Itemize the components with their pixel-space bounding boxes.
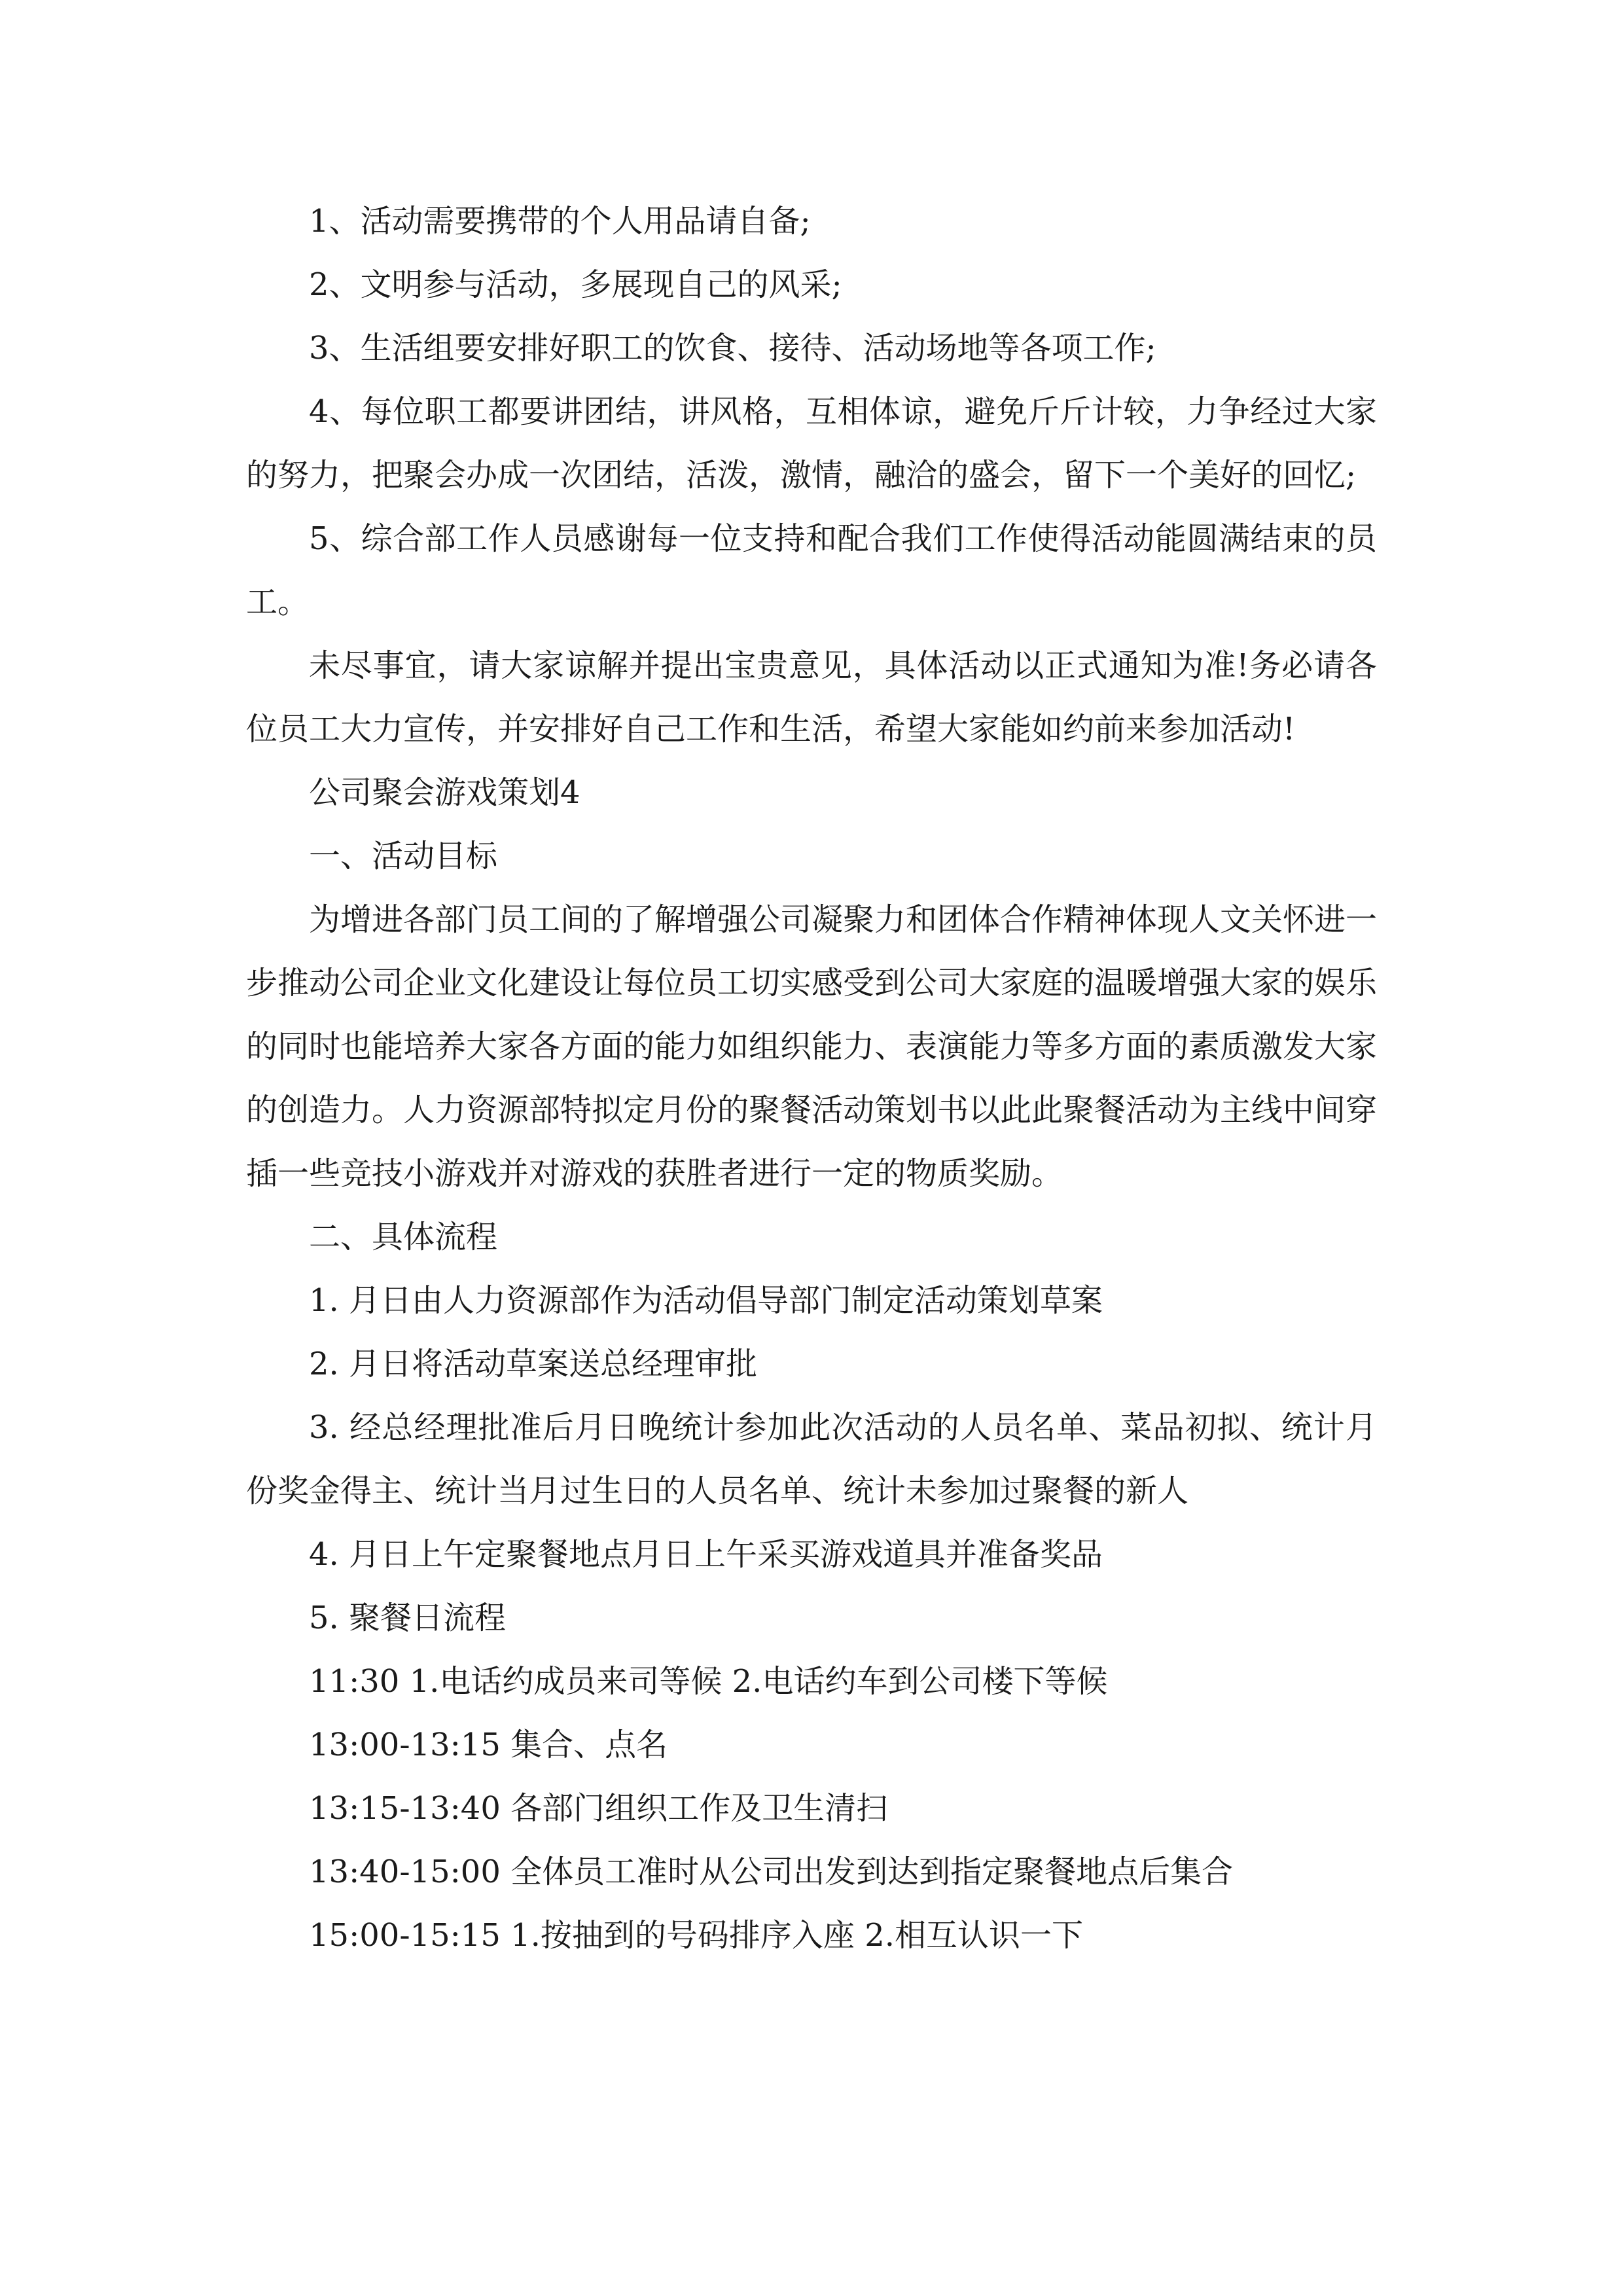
closing-note: 未尽事宜，请大家谅解并提出宝贵意见，具体活动以正式通知为准!务必请各位员工大力宣传，并安排好自己工作和生活，希望大家能如约前来参加活动! xyxy=(246,647,1377,747)
schedule-1300: 13:00-13:15 集合、点名 xyxy=(309,1727,668,1763)
schedule-1500: 15:00-15:15 1.按抽到的号码排序入座 2.相互认识一下 xyxy=(309,1917,1083,1954)
process-step-2: 2. 月日将活动草案送总经理审批 xyxy=(309,1346,758,1382)
section-title: 公司聚会游戏策划4 xyxy=(309,774,580,811)
process-step-4: 4. 月日上午定聚餐地点月日上午采买游戏道具并准备奖品 xyxy=(309,1536,1103,1573)
goal-paragraph: 为增进各部门员工间的了解增强公司凝聚力和团体合作精神体现人文关怀进一步推动公司企业文化建设让每位员工切实感受到公司大家庭的温暖增强大家的娱乐的同时也能培养大家各方面的能力如组织能力、表演能力等多方面的素质激发大家的创造力。人力资源部特拟定月份的聚餐活动策划书以此此聚餐活动为主线中间穿插一些竞技小游戏并对游戏的获胜者进行一定的物质奖励。 xyxy=(246,901,1378,1192)
item-unity: 4、每位职工都要讲团结，讲风格，互相体谅，避免斤斤计较，力争经过大家的努力，把聚会办成一次团结，活泼，激情，融洽的盛会，留下一个美好的回忆; xyxy=(246,393,1377,493)
heading-goal: 一、活动目标 xyxy=(309,838,498,874)
document-body xyxy=(246,190,1377,1967)
schedule-1315: 13:15-13:40 各部门组织工作及卫生清扫 xyxy=(309,1790,888,1827)
schedule-1130: 11:30 1.电话约成员来司等候 2.电话约车到公司楼下等候 xyxy=(309,1663,1108,1700)
process-step-1: 1. 月日由人力资源部作为活动倡导部门制定活动策划草案 xyxy=(309,1282,1103,1319)
item-personal-supplies: 1、活动需要携带的个人用品请自备; xyxy=(309,203,811,240)
item-thanks: 5、综合部工作人员感谢每一位支持和配合我们工作使得活动能圆满结束的员工。 xyxy=(246,520,1377,620)
process-step-5: 5. 聚餐日流程 xyxy=(309,1600,507,1636)
heading-process: 二、具体流程 xyxy=(309,1219,498,1255)
item-logistics: 3、生活组要安排好职工的饮食、接待、活动场地等各项工作; xyxy=(309,330,1156,367)
schedule-1340: 13:40-15:00 全体员工准时从公司出发到达到指定聚餐地点后集合 xyxy=(309,1854,1234,1890)
process-step-3: 3. 经总经理批准后月日晚统计参加此次活动的人员名单、菜品初拟、统计月份奖金得主、统计当月过生日的人员名单、统计未参加过聚餐的新人 xyxy=(246,1409,1377,1509)
item-civilized-participation: 2、文明参与活动，多展现自己的风采; xyxy=(309,266,842,303)
